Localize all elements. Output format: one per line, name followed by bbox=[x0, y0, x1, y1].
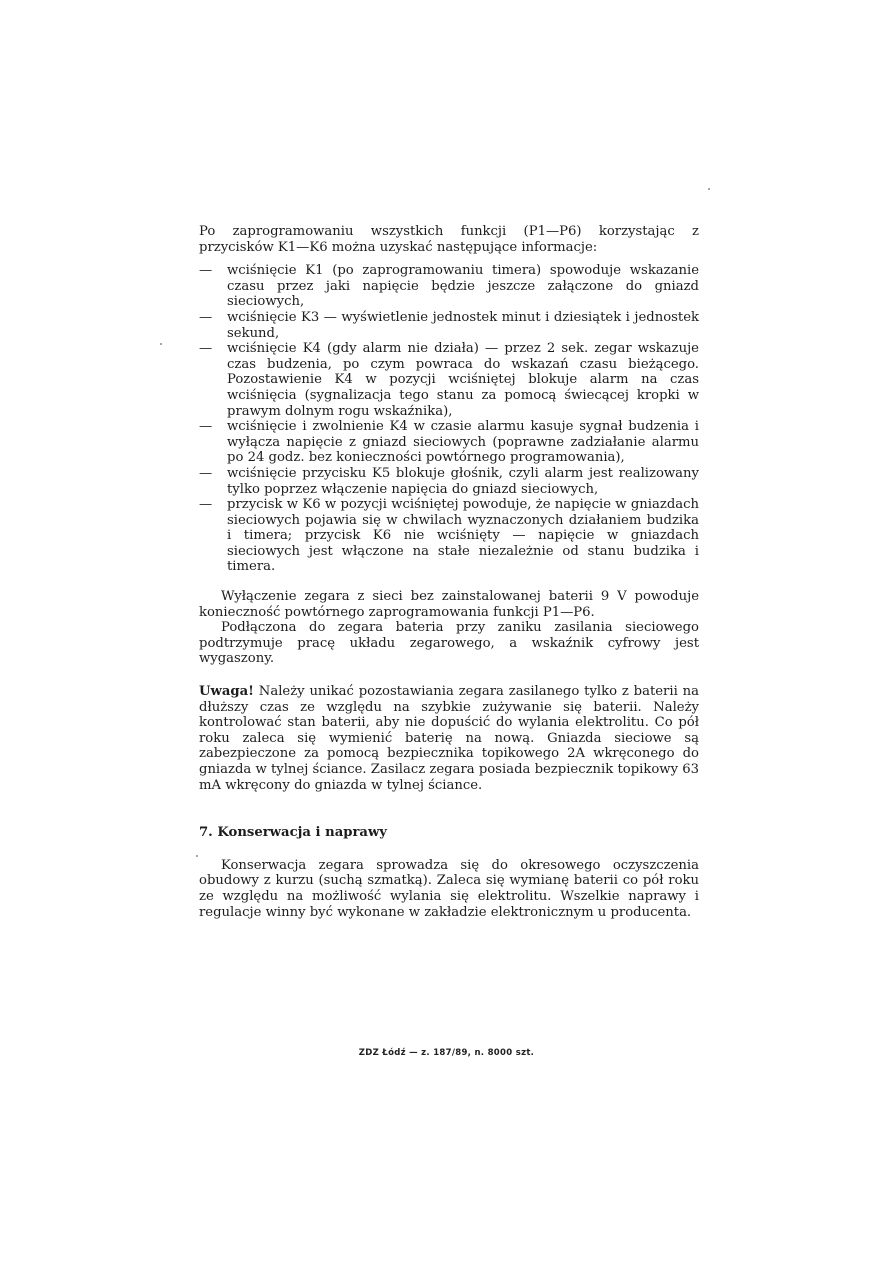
list-dash: — bbox=[199, 309, 213, 325]
intro-paragraph: Po zaprogramowaniu wszystkich funkcji (P1—P6) korzystając z przycisków K1—K6 można uzyskać następujące informacje: bbox=[199, 224, 699, 255]
scan-speck bbox=[160, 343, 162, 345]
list-item-text: wciśnięcie K3 — wyświetlenie jednostek minut i dziesiątek i jednostek sekund, bbox=[227, 309, 699, 341]
warning-label: Uwaga! bbox=[199, 684, 254, 700]
list-dash: — bbox=[199, 419, 213, 435]
battery-paragraph-2: Podłączona do zegara bateria przy zaniku zasilania sieciowego podtrzymuje pracę układu zegarowego, a wskaźnik cyfrowy jest wygaszony. bbox=[199, 620, 699, 667]
list-item bbox=[199, 263, 699, 310]
warning-paragraph bbox=[199, 684, 699, 793]
print-footer: ZDZ Łódź — z. 187/89, n. 8000 szt. bbox=[358, 1048, 535, 1058]
list-item bbox=[199, 310, 699, 341]
list-item bbox=[199, 341, 699, 419]
list-dash: — bbox=[199, 465, 213, 481]
list-item-text: wciśnięcie i zwolnienie K4 w czasie alarmu kasuje sygnał budzenia i wyłącza napięcie z gniazd sieciowych (poprawne zadziałanie alarmu po 24 godz. bez konieczności powtórnego programowania), bbox=[227, 419, 699, 466]
list-item-text: wciśnięcie K4 (gdy alarm nie działa) — przez 2 sek. zegar wskazuje czas budzenia, po czym powraca do wskazań czasu bieżącego. Pozostawienie K4 w pozycji wciśniętej blokuje alarm na czas wciśnięcia (sygnalizacja tego stanu za pomocą świecącej kropki w prawym dolnym rogu wskaźnika), bbox=[227, 341, 699, 419]
section-paragraph: Konserwacja zegara sprowadza się do okresowego oczyszczenia obudowy z kurzu (suchą szmatką). Zaleca się wymianę baterii co pół roku ze względu na możliwość wylania się elektrolitu. Wszelkie naprawy i regulacje winny być wykonane w zakładzie elektronicznym u producenta. bbox=[199, 857, 699, 920]
list-item bbox=[199, 497, 699, 575]
list-dash: — bbox=[199, 341, 213, 357]
scan-speck bbox=[708, 188, 710, 190]
scan-speck bbox=[196, 855, 198, 857]
warning-text: Należy unikać pozostawiania zegara zasilanego tylko z baterii na dłuższy czas ze względu na szybkie zużywanie się baterii. Należy kontrolować stan baterii, aby nie dopuścić do wylania elektrolitu. Co pół roku zaleca się wymienić baterię na nową. Gniazda sieciowe są zabezpieczone za pomocą bezpiecznika topikowego 2A wkręconego do gniazda w tylnej ściance. Zasilacz zegara posiada bezpiecznik topikowy 63 mA wkręcony do gniazda w tylnej ściance. bbox=[199, 684, 699, 793]
list-item-text: wciśnięcie przycisku K5 blokuje głośnik, czyli alarm jest realizowany tylko poprzez włączenie napięcia do gniazd sieciowych, bbox=[227, 465, 699, 497]
list-item bbox=[199, 419, 699, 466]
list-item bbox=[199, 466, 699, 497]
info-list bbox=[199, 263, 699, 575]
document-page bbox=[199, 224, 699, 920]
list-dash: — bbox=[199, 263, 213, 279]
list-dash: — bbox=[199, 497, 213, 513]
list-item-text: wciśnięcie K1 (po zaprogramowaniu timera) spowoduje wskazanie czasu przez jaki napięcie będzie jeszcze załączone do gniazd sieciowych, bbox=[227, 263, 699, 310]
list-item-text: przycisk w K6 w pozycji wciśniętej powoduje, że napięcie w gniazdach sieciowych pojawia się w chwilach wyznaczonych działaniem budzika i timera; przycisk K6 nie wciśnięty — napięcie w gniazdach sieciowych jest włączone na stałe niezależnie od stanu budzika i timera. bbox=[227, 497, 699, 575]
battery-paragraph-1: Wyłączenie zegara z sieci bez zainstalowanej baterii 9 V powoduje konieczność powtórnego zaprogramowania funkcji P1—P6. bbox=[199, 589, 699, 620]
section-heading: 7. Konserwacja i naprawy bbox=[199, 825, 387, 841]
